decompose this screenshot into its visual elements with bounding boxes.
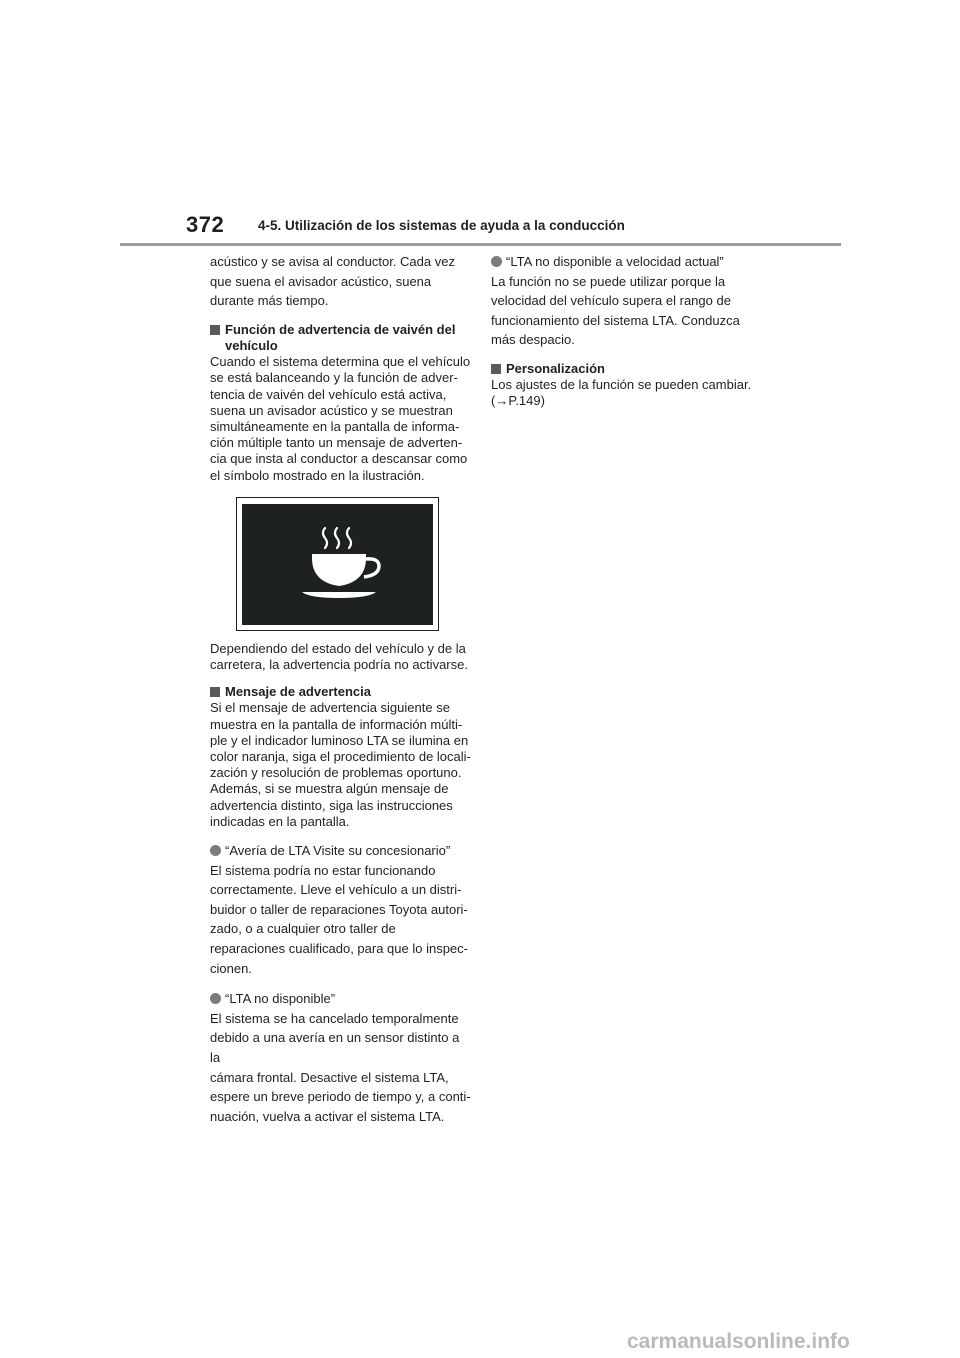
square-bullet-icon <box>210 687 220 697</box>
custom-heading-text: Personalización <box>506 360 605 376</box>
intro-line: acústico y se avisa al conductor. Cada vez <box>210 254 455 269</box>
figure-note: Dependiendo del estado del vehículo y de la carretera, la advertencia podría no activarse. <box>210 640 468 673</box>
bullet-line: funcionamiento del sistema LTA. Conduzca <box>491 312 740 328</box>
bullet-title: “LTA no disponible a velocidad actual” <box>506 254 724 269</box>
warning-display-figure <box>236 497 439 631</box>
coffee-cup-icon <box>237 498 438 630</box>
bullet-line: La función no se puede utilizar porque la <box>491 273 726 289</box>
sway-paragraph: Cuando el sistema determina que el vehículo se está balanceando y la función de adver-tencia de vaivén del vehículo está activa, suena un avisador acústico y se muestran simultáneamente en la pantalla de informa-ción múltiple tanto un mensaje de adverten-cia que insta al conductor a descansar como el símbolo mostrado en la ilustración. <box>210 354 471 483</box>
custom-heading <box>491 361 753 377</box>
section-title: 4-5. Utilización de los sistemas de ayuda a la conducción <box>258 218 625 233</box>
intro-line: que suena el avisador acústico, suena <box>210 273 432 289</box>
bullet-item <box>210 841 472 861</box>
bullet-line: cámara frontal. Desactive el sistema LTA, <box>210 1069 449 1085</box>
bullet-line: espere un breve periodo de tiempo y, a conti- <box>210 1089 471 1105</box>
intro-line: durante más tiempo. <box>210 293 329 309</box>
warning-heading-text: Mensaje de advertencia <box>225 684 371 700</box>
bullet-line: velocidad del vehículo supera el rango de <box>491 293 731 309</box>
circle-bullet-icon <box>210 845 221 856</box>
left-column <box>210 252 472 1126</box>
circle-bullet-icon <box>210 993 221 1004</box>
bullet-title: “LTA no disponible” <box>225 991 336 1007</box>
watermark: carmanualsonline.info <box>627 1330 850 1353</box>
bullet-line: debido a una avería en un sensor distinto a la <box>210 1030 460 1065</box>
bullet-item <box>210 989 472 1009</box>
bullet-line: El sistema podría no estar funcionando <box>210 862 436 878</box>
bullet-line: El sistema se ha cancelado temporalmente <box>210 1010 459 1026</box>
warning-heading <box>210 684 472 700</box>
right-column <box>491 252 753 410</box>
square-bullet-icon <box>491 364 501 374</box>
page-number: 372 <box>186 212 225 237</box>
bullet-line: reparaciones cualificado, para que lo inspec- <box>210 941 468 957</box>
square-bullet-icon <box>210 325 220 335</box>
intro-block <box>210 252 472 311</box>
bullet-line: más despacio. <box>491 332 575 348</box>
bullet-item <box>491 252 753 272</box>
bullet-title: “Avería de LTA Visite su concesionario” <box>225 843 451 859</box>
circle-bullet-icon <box>491 256 502 267</box>
bullet-line: correctamente. Lleve el vehículo a un distri- <box>210 882 462 898</box>
sway-heading <box>210 322 472 354</box>
header-rule <box>120 243 841 246</box>
bullet-line: zado, o a cualquier otro taller de <box>210 921 396 937</box>
bullet-line: buidor o taller de reparaciones Toyota autori- <box>210 901 468 917</box>
warning-paragraph: Si el mensaje de advertencia siguiente se muestra en la pantalla de información múlti-ple y el indicador luminoso LTA se ilumina en color naranja, siga el procedimiento de locali-zación y resolución de problemas oportuno. Además, si se muestra algún mensaje de advertencia distinto, siga las instrucciones indicadas en la pantalla. <box>210 700 471 829</box>
bullet-line: nuación, vuelva a activar el sistema LTA. <box>210 1108 445 1124</box>
sway-heading-text: Función de advertencia de vaivén del vehículo <box>225 321 456 353</box>
bullet-line: cionen. <box>210 960 252 976</box>
custom-paragraph[interactable]: Los ajustes de la función se pueden cambiar. (→P.149) <box>491 377 752 409</box>
